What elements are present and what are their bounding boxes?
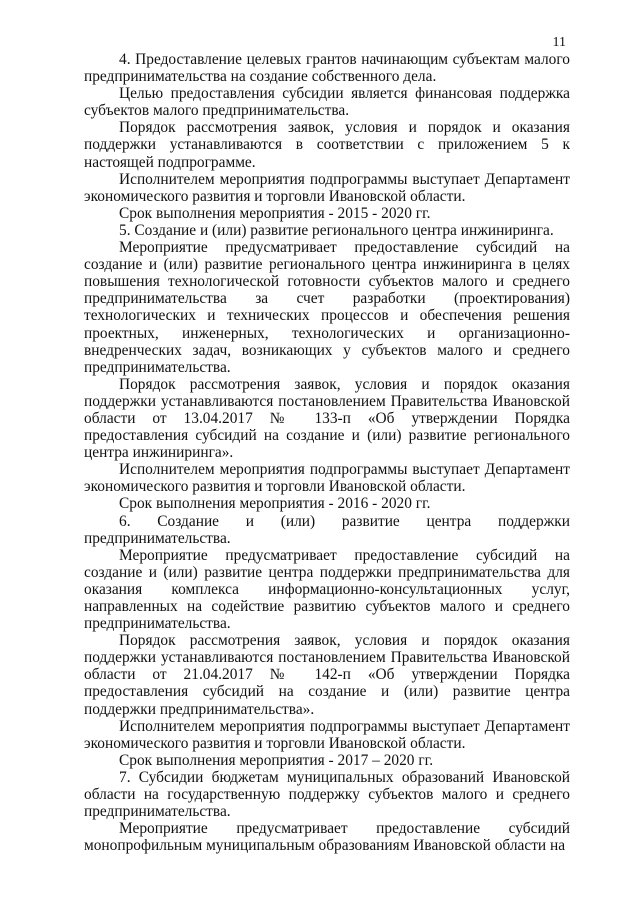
paragraph-1: 4. Предоставление целевых грантов начинающим субъектам малого предпринимательства на создание собственного дела. (84, 51, 570, 86)
paragraph-11: 6. Создание и (или) развитие центра поддержки предпринимательства. (84, 512, 570, 547)
paragraph-10: Срок выполнения мероприятия - 2016 - 2020 гг. (119, 495, 431, 513)
paragraph-4: Исполнителем мероприятия подпрограммы выступает Департамент экономического развития и торговли Ивановской области. (84, 170, 570, 205)
paragraph-9: Исполнителем мероприятия подпрограммы выступает Департамент экономического развития и торговли Ивановской области. (84, 461, 570, 496)
paragraph-7: Мероприятие предусматривает предоставление субсидий на создание и (или) развитие регионального центра инжиниринга в целях повышения технологической готовности субъектов малого и среднего предпринимательства за счет разработки (проектирования) технологических и технических процессов и обеспечения решения проектных, инженерных, технологических и организационно-внедренческих задач, возникающих у субъектов малого и среднего предпринимательства. (84, 239, 570, 376)
paragraph-2: Целью предоставления субсидии является финансовая поддержка субъектов малого предпринимательства. (84, 85, 570, 120)
paragraph-16: 7. Субсидии бюджетам муниципальных образований Ивановской области на государственную поддержку субъектов малого и среднего предпринимательства. (84, 768, 570, 821)
paragraph-13: Порядок рассмотрения заявок, условия и порядок оказания поддержки устанавливаются постановлением Правительства Ивановской области от 21.04.2017 № 142-п «Об утверждении Порядка предоставления субсидий на создание и (или) развитие центра поддержки предпринимательства». (84, 632, 570, 718)
page-number: 11 (552, 35, 566, 50)
paragraph-15: Срок выполнения мероприятия - 2017 – 2020 гг. (119, 751, 434, 769)
paragraph-5: Срок выполнения мероприятия - 2015 - 2020 гг. (119, 204, 431, 222)
paragraph-17: Мероприятие предусматривает предоставление субсидий монопрофильным муниципальным образованиям Ивановской области на (84, 820, 570, 855)
paragraph-14: Исполнителем мероприятия подпрограммы выступает Департамент экономического развития и торговли Ивановской области. (84, 717, 570, 752)
paragraph-12: Мероприятие предусматривает предоставление субсидий на создание и (или) развитие центра поддержки предпринимательства для оказания комплекса информационно-консультационных услуг, направленных на содействие развитию субъектов малого и среднего предпринимательства. (84, 546, 570, 633)
paragraph-3: Порядок рассмотрения заявок, условия и порядок и оказания поддержки устанавливаются в соответствии с приложением 5 к настоящей подпрограмме. (84, 119, 570, 171)
paragraph-6: 5. Создание и (или) развитие регионального центра инжиниринга. (119, 221, 554, 239)
paragraph-8: Порядок рассмотрения заявок, условия и порядок оказания поддержки устанавливаются постановлением Правительства Ивановской области от 13.04.2017 № 133-п «Об утверждении Порядка предоставления субсидий на создание и (или) развитие регионального центра инжиниринга». (84, 375, 570, 462)
document-body (84, 51, 570, 854)
